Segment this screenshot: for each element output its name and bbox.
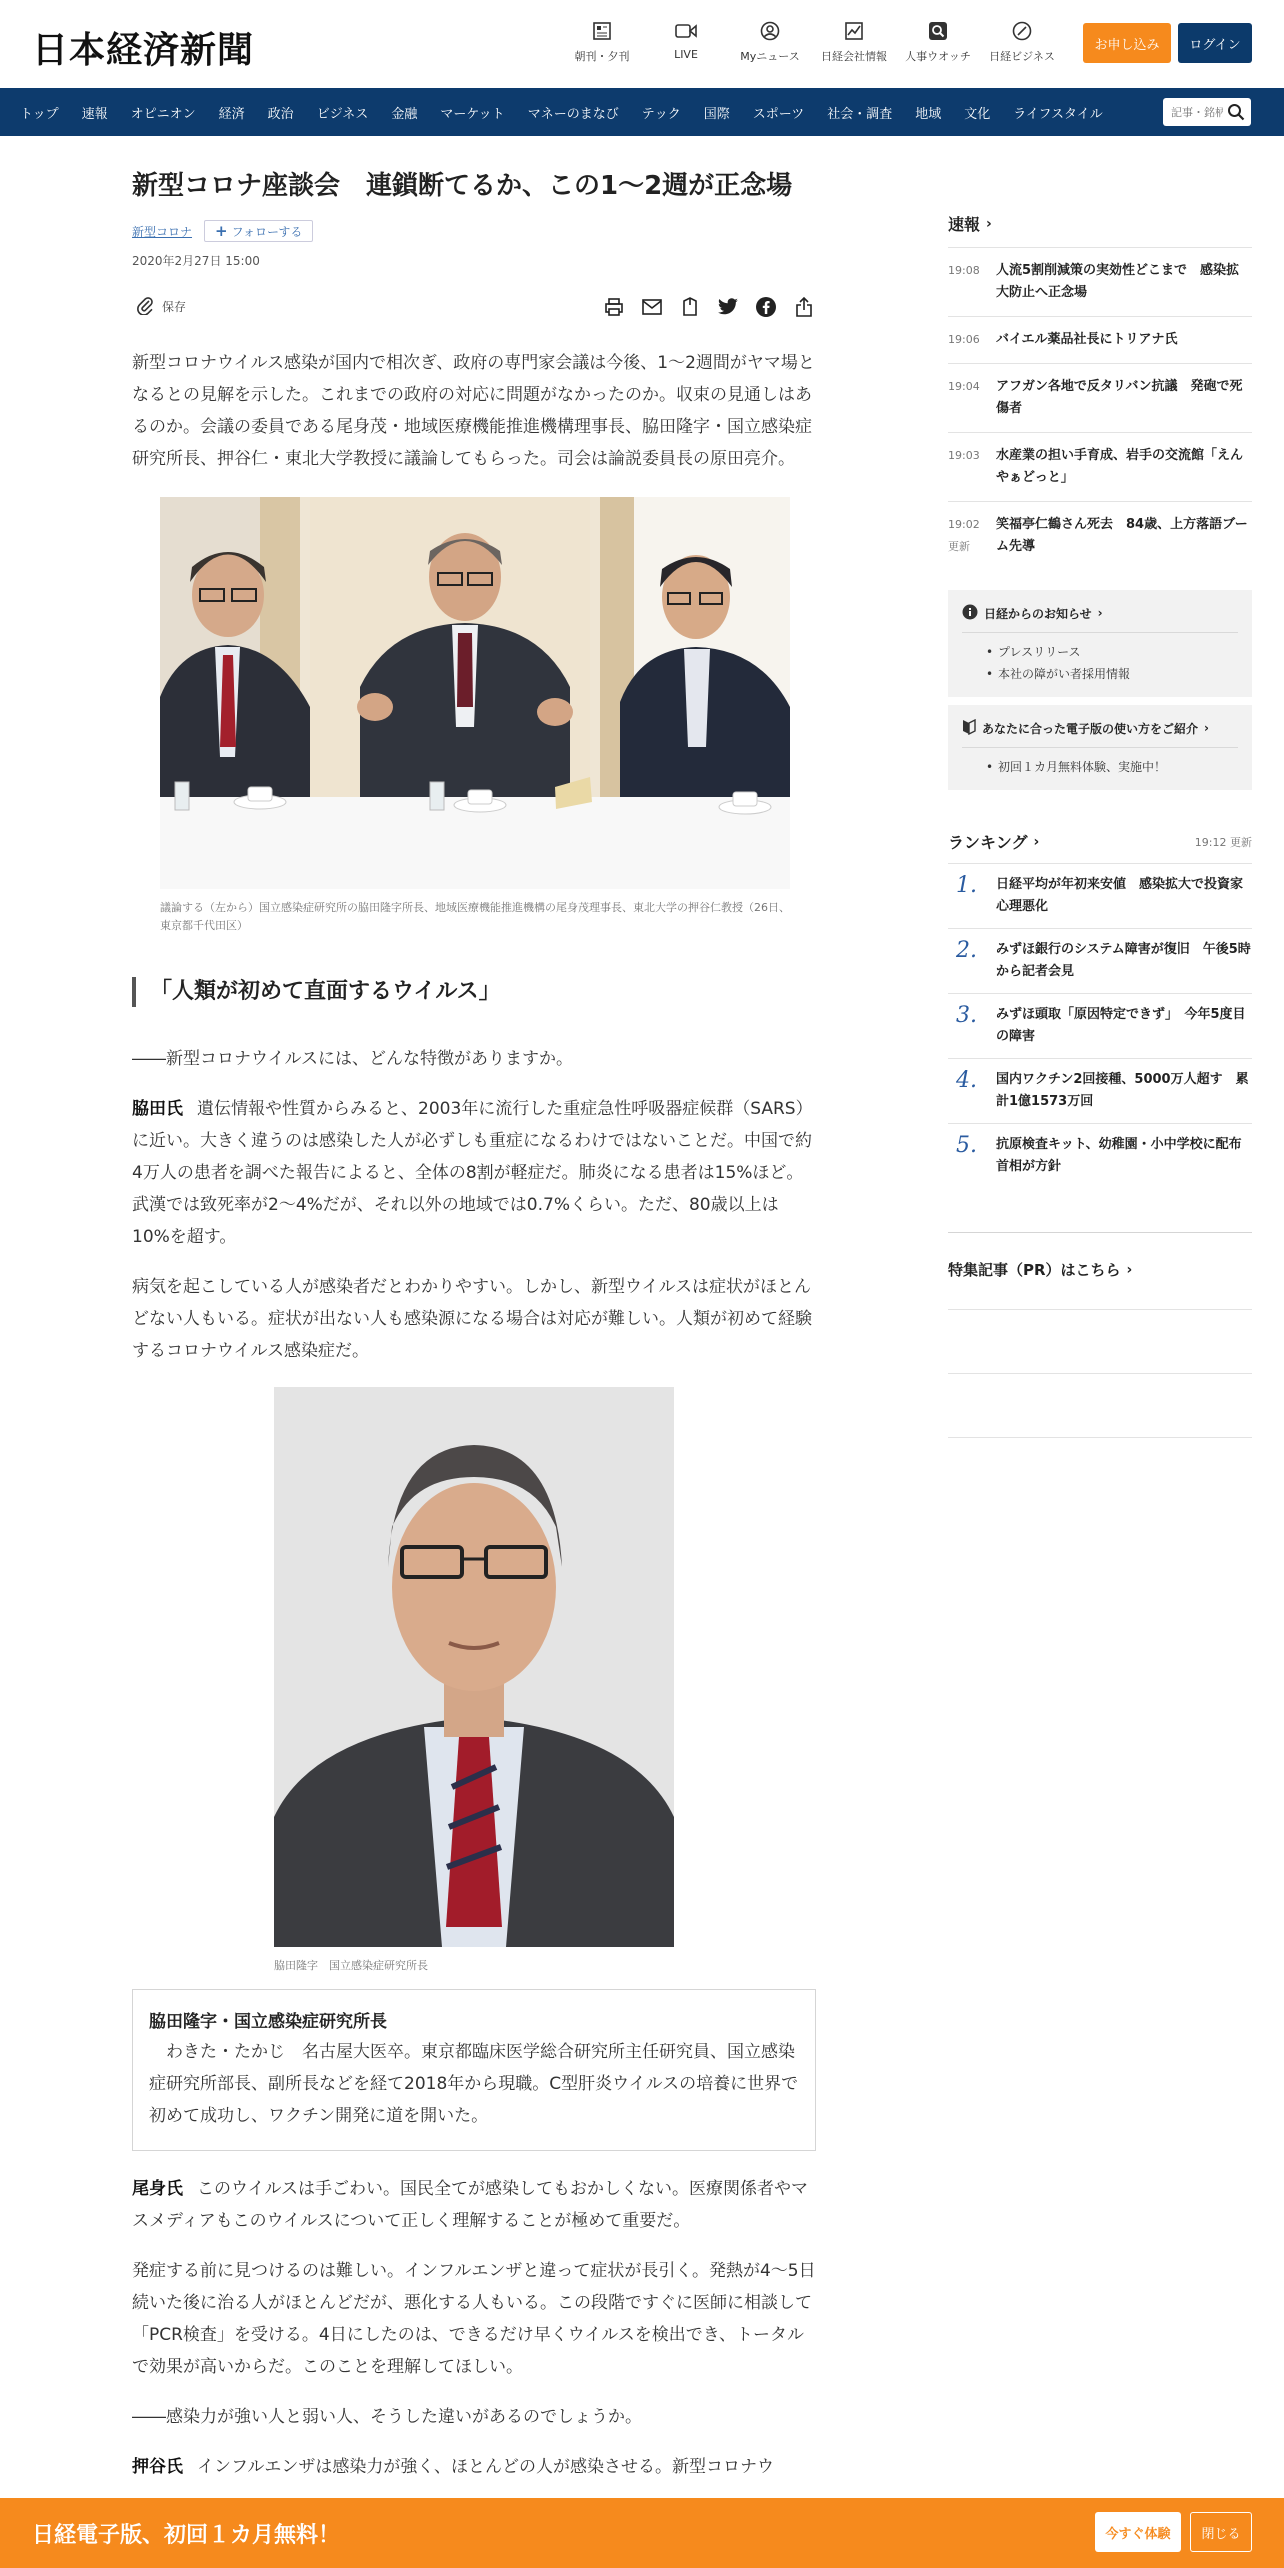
ranking-item[interactable] [948, 863, 1252, 928]
profile-body: わきた・たかじ 名古屋大医卒。東京都臨床医学総合研究所主任研究員、国立感染症研究所部長、副所長などを経て2018年から現職。C型肝炎ウイルスの培養に世界で初めて成功し、ワクチン開発に道を開いた。 [149, 2042, 799, 2127]
banner-text: 日経電子版、初回１カ月無料！ [32, 2523, 341, 2548]
article-meta [132, 220, 816, 242]
compass-icon [1011, 20, 1033, 42]
site-logo[interactable]: 日本経済新聞 [32, 29, 255, 71]
shortcut-personnel-watch[interactable]: 人事ウオッチ [896, 20, 980, 64]
news-time-value: 19:04 [948, 380, 980, 393]
guide-links [962, 747, 1238, 778]
breaking-news-item[interactable] [948, 316, 1252, 363]
beginner-mark-icon [962, 719, 976, 738]
news-time [948, 445, 996, 489]
pr-divider [948, 1374, 1252, 1438]
ranking-headline[interactable]: みずほ頭取「原因特定できず」 今年5度目の障害 [996, 1007, 1246, 1044]
nav-item[interactable]: 国際 [703, 106, 730, 122]
answer-paragraph: 発症する前に見つけるのは難しい。インフルエンザと違って症状が長引く。発熱が4～5日続いた後に治る人がほとんどだが、悪化する人もいる。この段階ですぐに医師に相談して「PCR検査」を受ける。4日にしたのは、できるだけ早くウイルスを検出でき、トータルで効果が高いからだ。このことを理解してほしい。 [132, 2261, 816, 2378]
nav-item[interactable]: 経済 [218, 106, 245, 122]
news-time [948, 376, 996, 420]
chevron-right-icon: › [1097, 606, 1103, 620]
shortcut-live[interactable]: LIVE [644, 20, 728, 64]
ranking-item[interactable] [948, 1058, 1252, 1123]
panel-discussion-photo [160, 497, 790, 889]
search-icon[interactable] [1227, 103, 1245, 125]
article-lead: 新型コロナウイルス感染が国内で相次ぎ、政府の専門家会議は今後、1～2週間がヤマ場となるとの見解を示した。これまでの政府の対応に問題がなかったのか。収束の見通しはあるのか。会議の委員である尾身茂・地域医療機能推進機構理事長、脇田隆字・国立感染症研究所長、押谷仁・東北大学教授に議論してもらった。司会は論説委員長の原田亮介。 [132, 353, 815, 470]
interviewer-question: ――新型コロナウイルスには、どんな特徴がありますか。 [132, 1049, 573, 1070]
speaker-name: 尾身氏 [132, 2179, 183, 2200]
news-headline[interactable]: 人流5割削減策の実効性どこまで 感染拡大防止へ正念場 [996, 263, 1240, 300]
ranking-header [948, 830, 1252, 853]
breaking-news-item[interactable] [948, 247, 1252, 316]
news-time-value: 19:03 [948, 449, 980, 462]
news-time [948, 514, 996, 558]
nav-item[interactable]: 金融 [391, 106, 418, 122]
notice-link[interactable]: • 本社の障がい者採用情報 [962, 663, 1238, 685]
ranking-headline[interactable]: みずほ銀行のシステム障害が復旧 午後5時から記者会見 [996, 942, 1251, 979]
news-time [948, 329, 996, 351]
try-now-button[interactable]: 今すぐ体験 [1095, 2512, 1181, 2552]
magnifier-icon [927, 20, 949, 42]
save-button[interactable]: 保存 [136, 295, 186, 318]
news-time-value: 19:08 [948, 264, 980, 277]
follow-button[interactable]: + フォローする [204, 220, 313, 242]
article-toolbar [132, 295, 816, 321]
user-circle-icon [759, 20, 781, 42]
notice-box [948, 590, 1252, 697]
article-title: 新型コロナ座談会 連鎖断てるか、この1～2週が正念場 [132, 171, 793, 201]
trial-banner [0, 2498, 1284, 2568]
rank-number: 2. [956, 938, 977, 963]
main-nav [0, 88, 1284, 136]
breaking-news-item[interactable] [948, 363, 1252, 432]
ranking-list [948, 863, 1255, 1188]
nav-item[interactable]: マーケット [440, 106, 505, 122]
chart-icon [843, 20, 865, 42]
nav-items [20, 88, 1126, 136]
header-shortcuts [560, 20, 1064, 64]
interviewer-question: ――感染力が強い人と弱い人、そうした違いがあるのでしょうか。 [132, 2407, 642, 2428]
topic-link[interactable]: 新型コロナ [132, 224, 193, 239]
notice-heading[interactable]: 日経からのお知らせ › [962, 602, 1238, 624]
shortcut-my-news[interactable]: Myニュース [728, 20, 812, 64]
shortcut-paper-edition[interactable]: 朝刊・夕刊 [560, 20, 644, 64]
chevron-right-icon: › [1204, 721, 1209, 735]
news-time-value: 19:06 [948, 333, 980, 346]
ranking-headline[interactable]: 抗原検査キット、幼稚園・小中学校に配布 首相が方針 [996, 1137, 1255, 1174]
ranking-item[interactable] [948, 1123, 1255, 1188]
newspaper-icon [591, 20, 613, 42]
sidebar [948, 136, 1255, 1438]
close-banner-button[interactable]: 閉じる [1190, 2512, 1252, 2552]
login-button[interactable]: ログイン [1178, 23, 1252, 63]
notice-link[interactable]: • プレスリリース [962, 641, 1238, 663]
news-updated-label: 更新 [948, 540, 970, 553]
guide-heading[interactable]: あなたに合った電子版の使い方をご紹介 › [962, 717, 1238, 739]
rank-number: 4. [956, 1068, 977, 1093]
nav-item[interactable]: ビジネス [316, 106, 369, 122]
nav-item[interactable]: スポーツ [752, 106, 805, 122]
nav-item[interactable]: ライフスタイル [1013, 106, 1103, 122]
breaking-news-item[interactable] [948, 432, 1252, 501]
nav-item[interactable]: オピニオン [130, 106, 196, 122]
news-time-value: 19:02 [948, 518, 980, 531]
nav-item[interactable]: 社会・調査 [827, 106, 893, 122]
nav-item[interactable]: 文化 [964, 106, 991, 122]
live-video-icon [675, 20, 697, 42]
chevron-right-icon: › [986, 215, 992, 232]
answer-paragraph: 脇田氏 遺伝情報や性質からみると、2003年に流行した重症急性呼吸器症候群（SARS）に近い。大きく違うのは感染した人が必ずしも重症になるわけではないことだ。中国で約4万人の患者を調べた報告によると、全体の8割が軽症だ。肺炎になる患者は15%ほど。武漢では致死率が2～4%だが、それ以外の地域では0.7%くらい。ただ、80歳以上は10%を超す。 [132, 1099, 813, 1248]
print-icon[interactable] [602, 295, 626, 319]
shortcut-nikkei-business[interactable]: 日経ビジネス [980, 20, 1064, 64]
subscribe-button[interactable]: お申し込み [1083, 23, 1171, 63]
shortcut-company-info[interactable]: 日経会社情報 [812, 20, 896, 64]
rank-number: 3. [956, 1003, 977, 1028]
speaker-name: 押谷氏 [132, 2457, 183, 2478]
profile-box [132, 1989, 816, 2151]
news-time [948, 260, 996, 304]
nav-item[interactable]: 速報 [81, 106, 108, 122]
rank-number: 5. [956, 1133, 977, 1158]
search-input[interactable] [1163, 98, 1223, 126]
share-icon[interactable] [792, 295, 816, 319]
site-header [0, 0, 1284, 88]
notice-links [962, 632, 1238, 685]
rank-number: 1. [956, 873, 977, 898]
ranking-heading[interactable]: ランキング › [948, 833, 1040, 852]
speaker-name: 脇田氏 [132, 1099, 183, 1120]
guide-box [948, 705, 1252, 790]
ranking-update-time: 19:12 更新 [1194, 835, 1252, 849]
mail-icon[interactable] [640, 295, 664, 319]
pr-section [948, 1232, 1252, 1438]
nav-item[interactable]: テック [641, 106, 681, 122]
plus-icon: + [215, 222, 228, 241]
share-tools [588, 295, 816, 319]
profile-name: 脇田隆字・国立感染症研究所長 [149, 2012, 387, 2033]
nav-item[interactable]: トップ [20, 106, 59, 122]
news-headline[interactable]: バイエル薬品社長にトリアナ氏 [996, 332, 1178, 347]
facebook-icon[interactable] [754, 295, 778, 319]
twitter-icon[interactable] [716, 295, 740, 319]
ranking-headline[interactable]: 日経平均が年初来安値 感染拡大で投資家心理悪化 [996, 877, 1244, 914]
article [132, 136, 816, 2483]
ranking-item[interactable] [948, 993, 1252, 1058]
news-headline[interactable]: アフガン各地で反タリバン抗議 発砲で死傷者 [996, 379, 1243, 416]
nav-item[interactable]: マネーのまなび [527, 106, 619, 122]
paperclip-icon [136, 295, 154, 318]
breaking-news-item[interactable] [948, 501, 1252, 570]
answer-paragraph: 押谷氏 インフルエンザは感染力が強く、ほとんどの人が感染させる。新型コロナウ [132, 2457, 774, 2478]
guide-link[interactable]: • 初回１カ月無料体験、実施中！ [962, 756, 1238, 778]
ranking-headline[interactable]: 国内ワクチン2回接種、5000万人超す 累計1億1573万回 [996, 1072, 1249, 1109]
section-heading: 「人類が初めて直面するウイルス」 [132, 977, 816, 1007]
chevron-right-icon: › [1033, 833, 1040, 850]
nav-item[interactable]: 地域 [915, 106, 942, 122]
pr-divider [948, 1310, 1252, 1374]
article-date: 2020年2月27日 15:00 [132, 254, 260, 269]
news-headline[interactable]: 水産業の担い手育成、岩手の交流館「えんやぁどっと」 [996, 448, 1244, 485]
photo-caption: 議論する（左から）国立感染症研究所の脇田隆字所長、地域医療機能推進機構の尾身茂理事長、東北大学の押谷仁教授（26日、東京都千代田区） [160, 901, 790, 933]
breaking-news-list [948, 247, 1252, 570]
answer-paragraph: 病気を起こしている人が感染者だとわかりやすい。しかし、新型ウイルスは症状がほとんどない人もいる。症状が出ない人も感染源になる場合は対応が難しい。人類が初めて経験するコロナウイルス感染症だ。 [132, 1277, 812, 1362]
news-headline[interactable]: 笑福亭仁鶴さん死去 84歳、上方落語ブーム先導 [996, 517, 1248, 554]
portrait-photo [274, 1387, 674, 1947]
answer-paragraph: 尾身氏 このウイルスは手ごわい。国民全てが感染してもおかしくない。医療関係者やマスメディアもこのウイルスについて正しく理解することが極めて重要だ。 [132, 2179, 808, 2232]
pr-divider [948, 1280, 1252, 1310]
nav-search[interactable] [1163, 98, 1251, 126]
chevron-right-icon: › [1126, 1261, 1133, 1278]
pr-heading[interactable]: 特集記事（PR）はこちら › [948, 1261, 1133, 1279]
breaking-news-heading[interactable]: 速報 › [948, 215, 992, 234]
ranking-item[interactable] [948, 928, 1252, 993]
portrait-caption: 脇田隆字 国立感染症研究所長 [274, 1959, 428, 1973]
clip-note-icon[interactable] [678, 295, 702, 319]
info-icon [962, 604, 978, 623]
nav-item[interactable]: 政治 [267, 106, 294, 122]
